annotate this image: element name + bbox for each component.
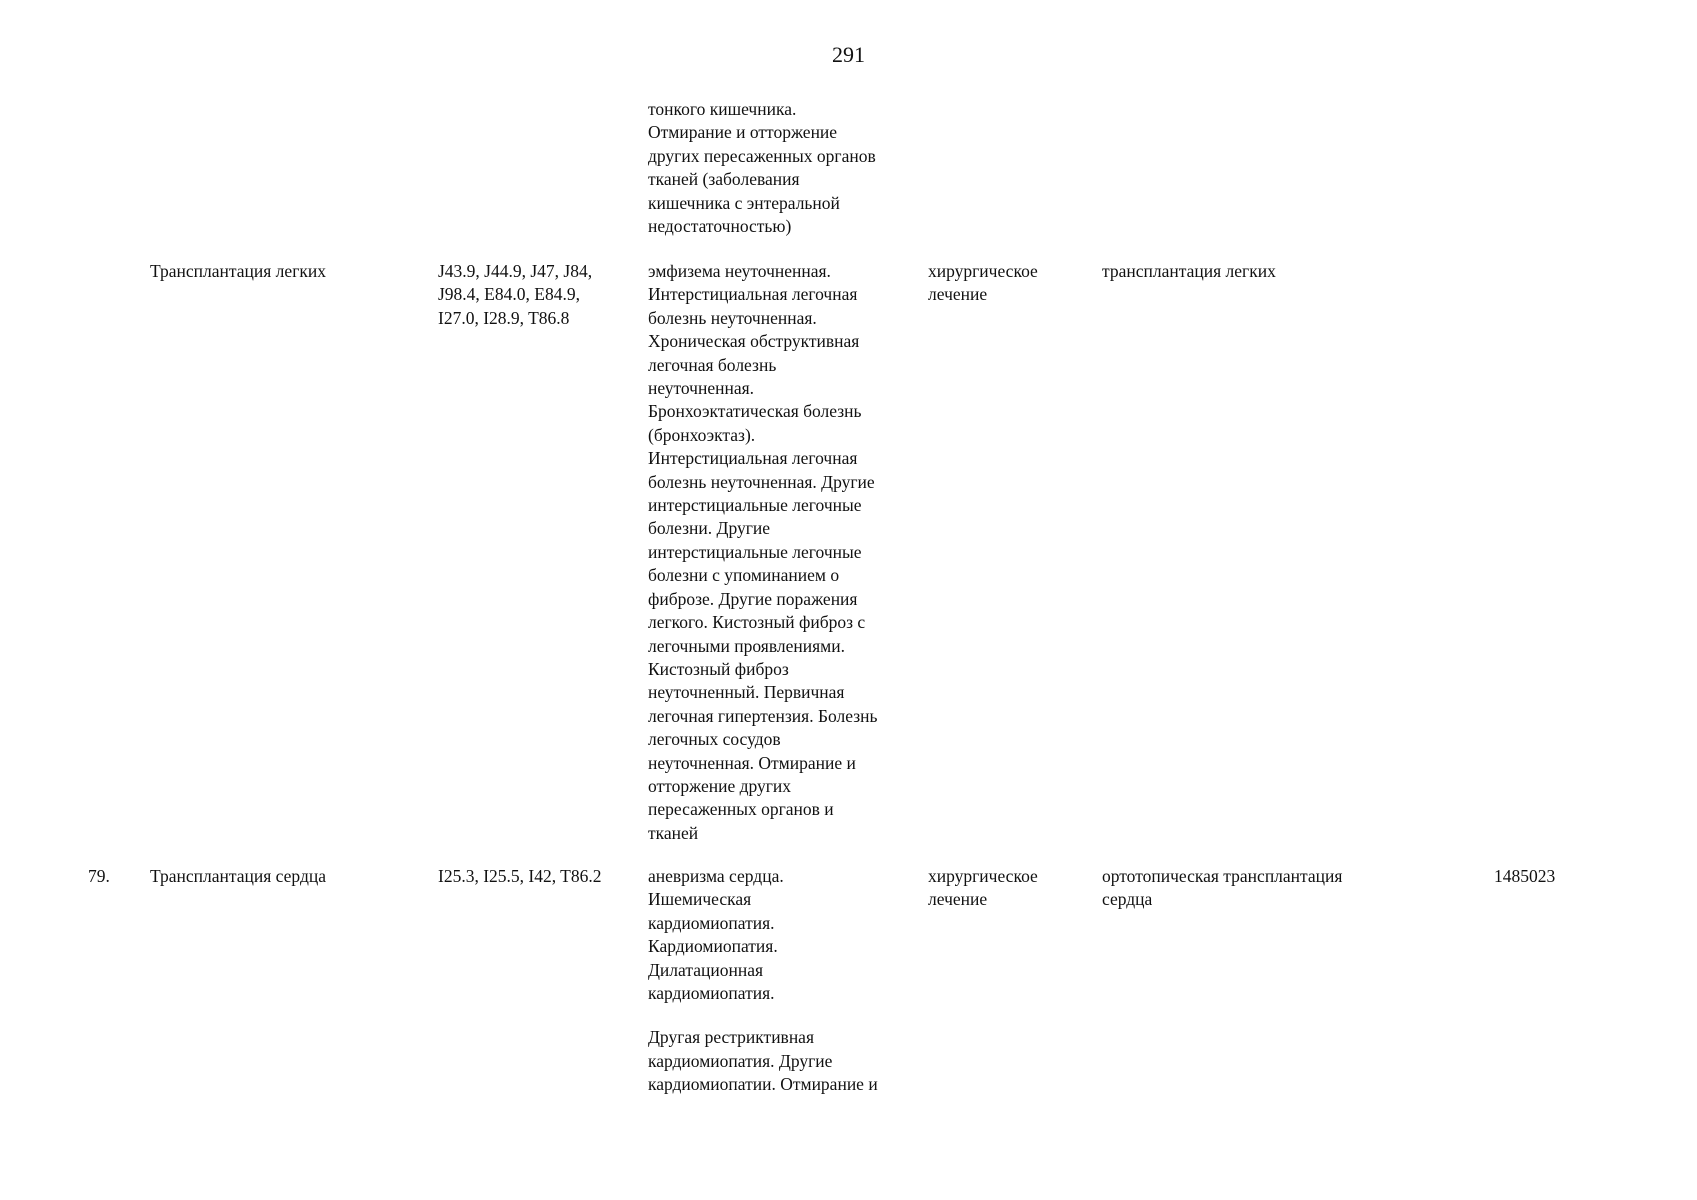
diagnosis-line: Дилатационная: [648, 959, 764, 980]
treatment-method: [1102, 865, 1342, 912]
icd-codes-line: I25.3, I25.5, I42, T86.2: [438, 866, 602, 886]
diagnosis-line: недостаточностью): [648, 216, 792, 237]
diagnosis-line: легочными проявлениями.: [648, 635, 845, 656]
continuation-diagnosis: [648, 98, 876, 238]
diagnosis-line: кардиомиопатия.: [648, 912, 775, 933]
diagnosis-line: Хроническая обструктивная: [648, 331, 860, 352]
diagnosis-text: [648, 865, 878, 1097]
diagnosis-line: легочных сосудов: [648, 729, 781, 750]
diagnosis-line: Интерстициальная легочная: [648, 448, 858, 469]
treatment-line: лечение: [928, 284, 988, 305]
diagnosis-line: других пересаженных органов: [648, 145, 876, 166]
diagnosis-line: тонкого кишечника.: [648, 99, 797, 119]
procedure-name: Трансплантация легких: [150, 261, 326, 281]
diagnosis-line: болезнь неуточненная.: [648, 307, 817, 328]
method-line: трансплантация легких: [1102, 261, 1276, 281]
treatment-type: [928, 865, 1038, 912]
diagnosis-line: тканей: [648, 822, 699, 843]
diagnosis-line: болезни. Другие: [648, 518, 771, 539]
diagnosis-line: Другая рестриктивная: [648, 1027, 815, 1048]
icd-codes-line: J43.9, J44.9, J47, J84,: [438, 261, 593, 281]
diagnosis-line: интерстициальные легочные: [648, 541, 862, 562]
icd-codes: [438, 865, 601, 888]
diagnosis-line: болезни с упоминанием о: [648, 565, 840, 586]
diagnosis-line: болезнь неуточненная. Другие: [648, 471, 875, 492]
treatment-method: [1102, 260, 1276, 283]
diagnosis-line: легочная болезнь: [648, 354, 777, 375]
diagnosis-line: неуточненный. Первичная: [648, 682, 845, 703]
diagnosis-line: Интерстициальная легочная: [648, 284, 858, 305]
diagnosis-line: Кистозный фиброз: [648, 658, 789, 679]
diagnosis-line: отторжение других: [648, 775, 792, 796]
method-line: ортотопическая трансплантация: [1102, 866, 1343, 886]
diagnosis-line: (бронхоэктаз).: [648, 424, 756, 445]
diagnosis-line: тканей (заболевания: [648, 169, 800, 190]
icd-codes-line: J98.4, E84.0, E84.9,: [438, 284, 580, 305]
diagnosis-line: Кардиомиопатия.: [648, 936, 778, 957]
diagnosis-line: неуточненная.: [648, 378, 755, 399]
page-number: 291: [832, 42, 865, 67]
diagnosis-line: аневризма сердца.: [648, 866, 784, 886]
method-line: сердца: [1102, 889, 1153, 910]
diagnosis-line: Бронхоэктатическая болезнь: [648, 401, 862, 422]
treatment-type: [928, 260, 1038, 307]
diagnosis-line: кишечника с энтеральной: [648, 192, 840, 213]
cost-value: 1485023: [1494, 866, 1556, 886]
icd-codes: [438, 260, 592, 330]
diagnosis-line: интерстициальные легочные: [648, 495, 862, 516]
diagnosis-line: неуточненная. Отмирание и: [648, 752, 856, 773]
diagnosis-line: пересаженных органов и: [648, 799, 834, 820]
treatment-line: хирургическое: [928, 261, 1038, 281]
diagnosis-line: Ишемическая: [648, 889, 752, 910]
treatment-line: хирургическое: [928, 866, 1038, 886]
diagnosis-line: Отмирание и отторжение: [648, 122, 838, 143]
diagnosis-line: кардиомиопатии. Отмирание и: [648, 1074, 878, 1095]
row-number: 79.: [88, 866, 110, 886]
diagnosis-line: легочная гипертензия. Болезнь: [648, 705, 878, 726]
procedure-name: Трансплантация сердца: [150, 866, 326, 886]
icd-codes-line: I27.0, I28.9, T86.8: [438, 307, 570, 328]
treatment-line: лечение: [928, 889, 988, 910]
diagnosis-line: кардиомиопатия.: [648, 983, 775, 1004]
diagnosis-line: фиброзе. Другие поражения: [648, 588, 858, 609]
diagnosis-text: [648, 260, 878, 845]
diagnosis-line: эмфизема неуточненная.: [648, 261, 831, 281]
diagnosis-line: кардиомиопатия. Другие: [648, 1050, 833, 1071]
diagnosis-line: легкого. Кистозный фиброз с: [648, 612, 866, 633]
